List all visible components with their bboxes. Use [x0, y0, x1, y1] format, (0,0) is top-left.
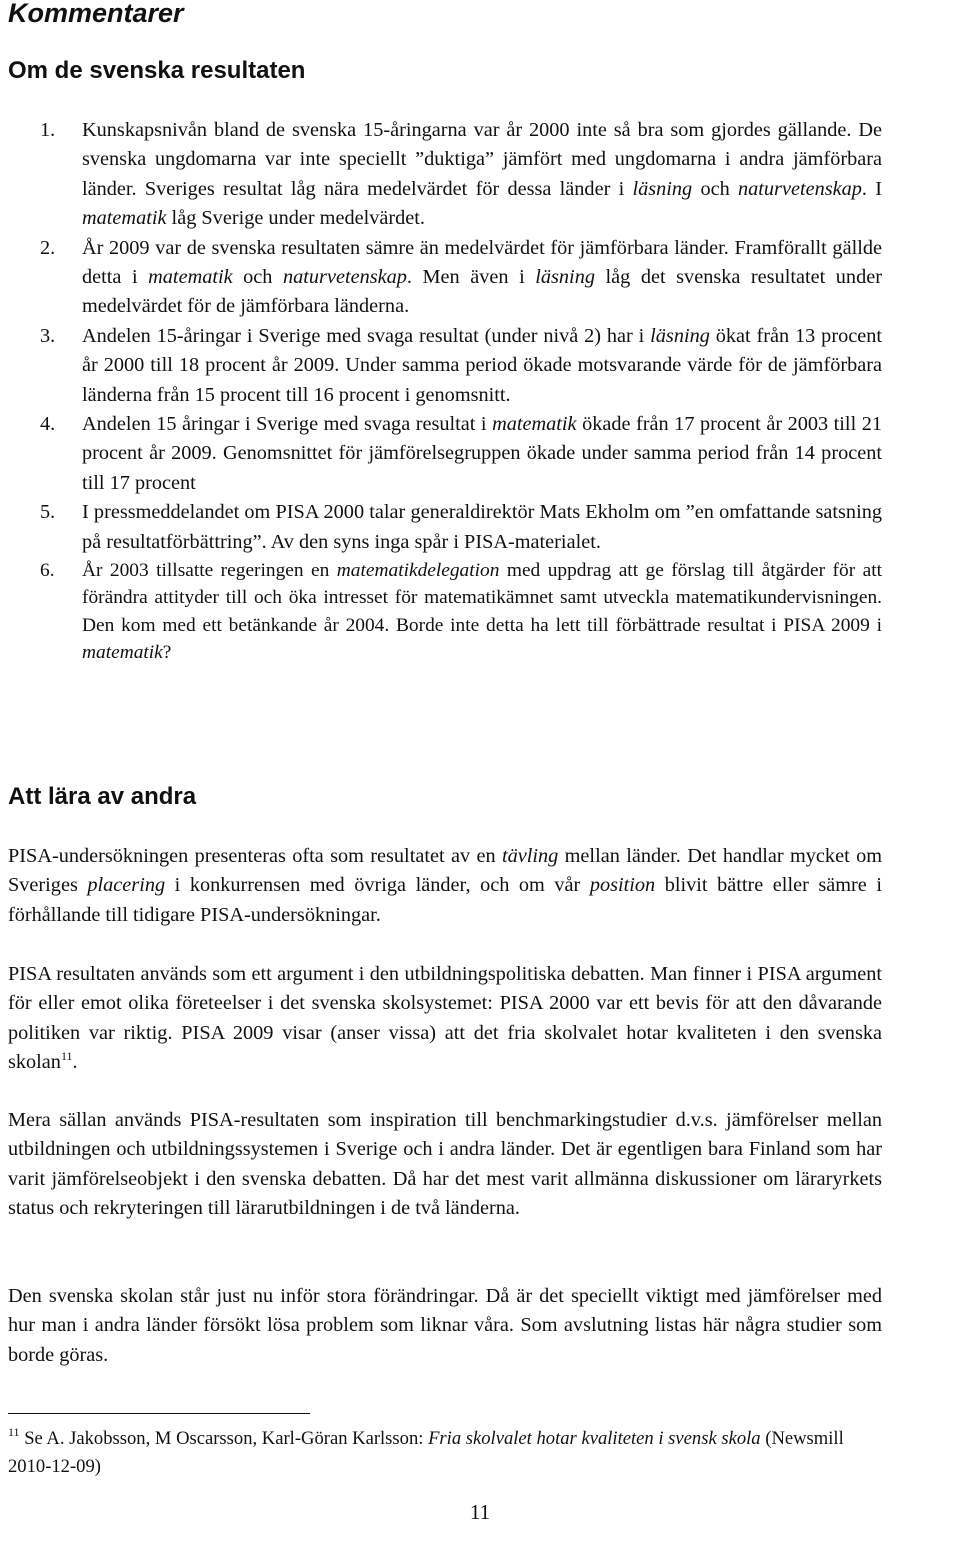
section-heading-learn: Att lära av andra — [8, 783, 197, 810]
list-item-text — [82, 501, 882, 552]
text-run: och — [692, 177, 738, 200]
footnote-source: (Newsmill — [760, 1428, 844, 1449]
text-run: Den svenska skolan står just nu inför stora förändringar. Då är det speciellt viktigt med jämförelser med hur man i andra länder försökt lösa problem som liknar våra. Som avslutning listas här några studier som borde göras. — [8, 1285, 882, 1366]
text-run: Andelen 15-åringar i Sverige med svaga resultat (under nivå 2) har i — [82, 324, 651, 347]
page-heading: Kommentarer — [8, 0, 184, 28]
text-run: låg det svenska resultatet under medelvärdet för de jämförbara länderna. — [82, 266, 882, 318]
emphasized-text: naturvetenskap — [283, 266, 407, 289]
text-run: . Men även i — [406, 266, 536, 289]
list-item — [40, 557, 882, 666]
emphasized-text: matematikdelegation — [336, 560, 500, 582]
text-run: År 2003 tillsatte regeringen en — [82, 560, 337, 582]
footnote-date: 2010-12-09) — [8, 1456, 101, 1478]
text-run: PISA-undersökningen presenteras ofta som resultatet av en — [8, 845, 502, 867]
list-number: 1. — [40, 119, 56, 141]
body-paragraph — [8, 842, 882, 930]
text-run: I pressmeddelandet om PISA 2000 talar generaldirektör Mats Ekholm om ”en omfattande satsning på resultatförbättring”. Av den syns inga spår i PISA-materialet. — [82, 501, 882, 553]
text-run: ökade från 17 procent år 2003 till 21 procent år 2009. Genomsnittet för jämförelsegruppen ökade under samma period från 14 procent till 17 procent — [82, 413, 883, 494]
list-item — [40, 498, 882, 557]
list-number: 3. — [40, 324, 56, 347]
list-item — [40, 410, 882, 498]
emphasized-text: placering — [87, 874, 166, 897]
list-number: 4. — [40, 413, 56, 436]
text-run: År 2009 var de svenska resultaten sämre än medelvärdet för jämförbara länder. Framförallt gällde detta i — [82, 236, 882, 289]
list-item — [40, 116, 882, 234]
list-item-text — [82, 119, 882, 229]
text-run: . I — [861, 177, 882, 200]
emphasized-text: matematik — [492, 413, 577, 436]
list-item-text — [82, 560, 882, 663]
text-run: . — [72, 1051, 78, 1074]
body-paragraph — [8, 960, 882, 1078]
text-run: låg Sverige under medelvärdet. — [166, 207, 425, 230]
list-number: 5. — [40, 501, 56, 524]
list-item-text — [82, 325, 882, 406]
emphasized-text: matematik — [82, 207, 167, 230]
text-run: PISA resultaten används som ett argument i den utbildningspolitiska debatten. Man finner i PISA argument för eller emot olika företeelser i det svenska skolsystemet: PISA 2000 var ett bevis för att den dåvarande politiken var riktig. PISA 2009 visar (anser vissa) att det fria skolvalet hotar kvaliteten i den svenska skolan — [8, 963, 882, 1074]
page-number: 11 — [469, 1500, 491, 1524]
text-run: ökat från 13 procent år 2000 till 18 procent år 2009. Under samma period ökade motsvarande värde för de jämförbara länderna från 15 procent till 16 procent i genomsnitt. — [82, 324, 882, 406]
footnote-text: Se A. Jakobsson, M Oscarsson, Karl-Göran Karlsson: — [19, 1428, 429, 1449]
emphasized-text: matematik — [148, 266, 233, 289]
list-item-text — [82, 413, 882, 494]
body-paragraph — [8, 1282, 882, 1370]
text-run: och — [232, 266, 283, 289]
footnote-article-title: Fria skolvalet hotar kvaliteten i svensk skola — [428, 1428, 761, 1449]
emphasized-text: läsning — [535, 266, 595, 289]
text-run: med uppdrag att ge förslag till åtgärder för att förändra attityder till och öka intresset för matematikämnet samt utveckla matematikundervisningen. Den kom med ett betänkande år 2004. Borde inte detta ha lett till förbättrade resultat i PISA 2009 i — [82, 560, 882, 636]
text-run: Mera sällan används PISA-resultaten som inspiration till benchmarkingstudier d.v.s. jämförelser mellan utbildningen och utbildningssystemen i Sverige och i andra länder. Det är egentligen bara Finland som har varit jämförelseobjekt i den svenska debatten. Då har det mest varit allmänna diskussioner om läraryrkets status och rekryteringen till lärarutbildningen i de två länderna. — [8, 1109, 882, 1220]
list-item — [40, 322, 882, 410]
footnote-reference: 11 — [60, 1049, 73, 1064]
text-run: Andelen 15 åringar i Sverige med svaga resultat i — [82, 413, 493, 436]
emphasized-text: matematik — [82, 641, 163, 663]
footnote-mark: 11 — [8, 1425, 20, 1439]
section-heading-results: Om de svenska resultaten — [8, 57, 306, 84]
list-item — [40, 234, 882, 322]
emphasized-text: naturvetenskap — [738, 177, 862, 200]
comment-list — [40, 116, 882, 666]
text-run: blivit bättre eller sämre i förhållande till tidigare PISA-undersökningar. — [8, 874, 882, 926]
emphasized-text: läsning — [632, 177, 693, 200]
text-run: Kunskapsnivån bland de svenska 15-åringarna var år 2000 inte så bra som gjordes gällande. De svenska ungdomarna var inte speciellt ”duktiga” jämfört med ungdomarna i andra jämförbara länder. Sveriges resultat låg nära medelvärdet för dessa länder i — [82, 119, 882, 200]
footnote-separator — [8, 1413, 310, 1414]
list-item-text — [82, 237, 882, 318]
emphasized-text: position — [589, 874, 656, 897]
emphasized-text: läsning — [650, 324, 710, 347]
body-paragraph — [8, 1106, 882, 1224]
footnote — [8, 1425, 960, 1482]
emphasized-text: tävling — [501, 845, 559, 867]
list-number: 6. — [40, 560, 55, 582]
text-run: mellan länder. Det handlar mycket om Sveriges — [8, 845, 882, 897]
list-number: 2. — [40, 236, 56, 259]
text-run: i konkurrensen med övriga länder, och om vår — [165, 874, 590, 897]
text-run: ? — [162, 641, 172, 663]
